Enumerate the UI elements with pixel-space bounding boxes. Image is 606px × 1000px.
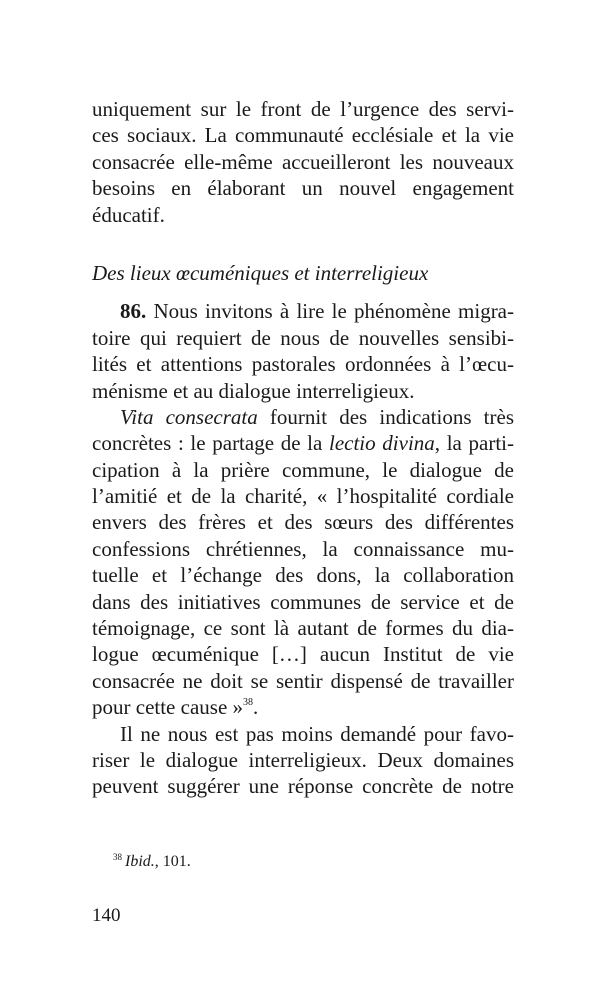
text-line: besoins en élaborant un nouvel engagement [92, 176, 514, 201]
paragraph-number: 86. [120, 299, 147, 324]
text-line: riser le dialogue interreligieux. Deux domaines [92, 747, 514, 772]
text-line: éducatif. [92, 202, 165, 227]
text-line: Il ne nous est pas moins demandé pour favo- [120, 721, 514, 746]
text-line [92, 694, 514, 720]
text-line: dans des initiatives communes de service et de [92, 589, 514, 614]
text-span: fournit des indications très [257, 404, 514, 429]
italic-title: Vita consecrata [120, 404, 258, 429]
text-line: cipation à la prière commune, le dialogue de [92, 457, 514, 482]
text-span: pour cette cause » [92, 695, 244, 720]
text-line: envers des frères et des sœurs des différentes [92, 510, 514, 535]
footnote-reference[interactable]: 38 [243, 697, 254, 709]
paragraph-86 [92, 298, 514, 404]
text-line [92, 430, 514, 456]
footnote [113, 852, 191, 872]
text-line: logue œcuménique […] aucun Institut de vie [92, 642, 514, 667]
paragraph-vita-consecrata [92, 404, 514, 721]
text-line: ces sociaux. La communauté ecclésiale et la vie [92, 123, 514, 148]
text-line: toire qui requiert de nous de nouvelles sensibi- [92, 325, 514, 350]
paragraph-interreligieux [92, 721, 514, 800]
text-line: ménisme et au dialogue interreligieux. [92, 378, 415, 403]
footnote-italic: Ibid. [125, 853, 155, 870]
page-body [92, 96, 514, 800]
footnote-text: , 101. [154, 853, 191, 870]
text-line [92, 298, 514, 324]
text-line: peuvent suggérer une réponse concrète de notre [92, 774, 514, 799]
text-line: l’amitié et de la charité, « l’hospitalité cordiale [92, 484, 514, 509]
italic-term: lectio divina [329, 431, 435, 456]
text-line: confessions chrétiennes, la connaissance mu- [92, 536, 514, 561]
text-line: uniquement sur le front de l’urgence des servi- [92, 97, 514, 121]
text-line: consacrée ne doit se sentir dispensé de travailler [92, 668, 514, 693]
text-line: lités et attentions pastorales ordonnées à l’œcu- [92, 352, 514, 377]
text-line [92, 404, 514, 430]
text-line: consacrée elle-même accueilleront les nouveaux [92, 149, 514, 174]
text-span: concrètes : le partage de la [92, 431, 329, 456]
page-number: 140 [92, 905, 121, 926]
text-line: témoignage, ce sont là autant de formes du dia- [92, 616, 514, 641]
text-span: , la parti- [434, 431, 514, 456]
text-line: tuelle et l’échange des dons, la collaboration [92, 563, 514, 588]
section-heading: Des lieux œcuméniques et interreligieux [92, 260, 429, 285]
text-span: . [253, 695, 259, 720]
text-span: Nous invitons à lire le phénomène migra- [146, 299, 514, 324]
paragraph-continuation [92, 96, 514, 228]
footnote-marker: 38 [113, 852, 122, 862]
